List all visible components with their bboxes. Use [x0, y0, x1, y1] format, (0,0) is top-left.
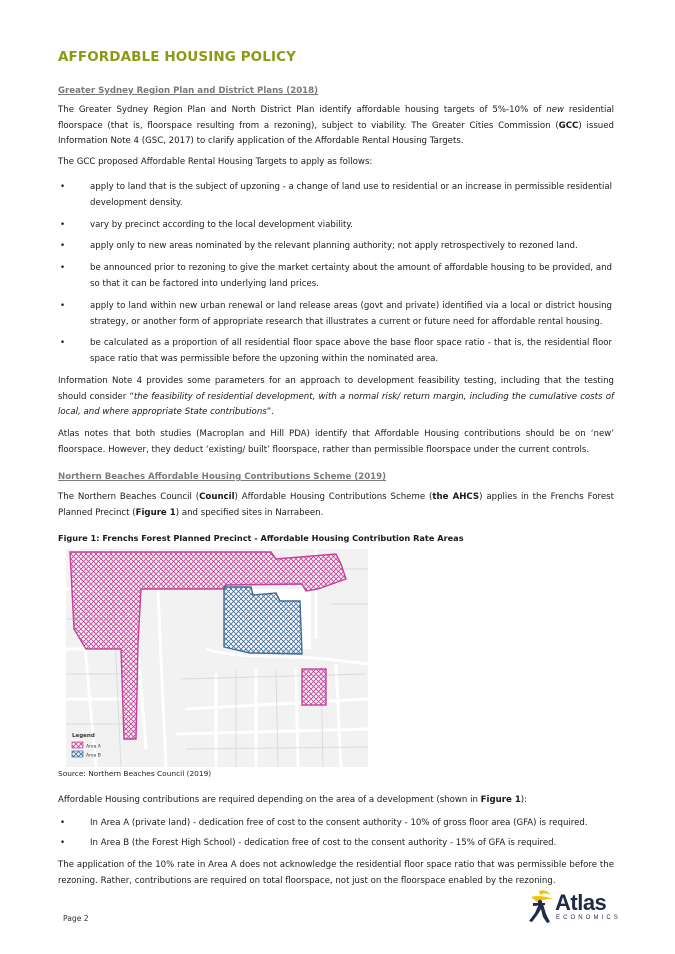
paragraph-contributions — [58, 793, 614, 809]
text-run-italic: new — [546, 105, 565, 115]
figure-caption: Figure 1: Frenchs Forest Planned Precinct - Affordable Housing Contribution Rate Areas — [58, 533, 464, 543]
paragraph-region-plan — [58, 103, 614, 150]
section-heading-ahcs: Northern Beaches Affordable Housing Contributions Scheme (2019) — [58, 472, 387, 482]
legend-label-area-b: Area B — [86, 753, 101, 759]
text-run-bold: Figure 1 — [135, 507, 176, 518]
text-run-bold: Council — [199, 492, 235, 502]
logo-subtitle: ECONOMICS — [556, 915, 621, 921]
paragraph-information-note — [58, 374, 614, 421]
logo-wordmark: Atlas — [555, 890, 607, 915]
legend-swatch-area-a — [72, 742, 83, 748]
paragraph-area-a-rate: The application of the 10% rate in Area A does not acknowledge the residential floor space ratio that was permissible before the rezoning. Rather, contributions are required on total floorspace, not just on the floorspace enabled by the rezoning. — [58, 860, 614, 886]
paragraph-ahcs — [58, 490, 614, 521]
page-number: Page 2 — [63, 914, 89, 923]
text-run: ) Affordable Housing Contributions Scheme ( — [234, 492, 433, 502]
paragraph-atlas-notes: Atlas notes that both studies (Macroplan and Hill PDA) identify that Affordable Housing contributions should be on ‘new’ floorspace. However, they deduct ‘existing/ built’ floorspace, rather than permissible floorspace under the current controls. — [58, 429, 614, 455]
text-run-bold: Figure 1 — [480, 795, 521, 805]
atlas-figure-icon — [523, 887, 557, 927]
text-run: The Greater Sydney Region Plan and North District Plan identify affordable housing targets of 5%-10% of — [58, 105, 547, 115]
legend-title: Legend — [72, 733, 95, 739]
legend-label-area-a: Area A — [86, 744, 101, 750]
text-run: ) issued Information Note 4 (GSC, 2017) to clarify application of the Affordable Rental Housing Targets. — [58, 120, 614, 147]
text-run: ): — [520, 795, 528, 805]
text-run-bold: the AHCS — [432, 492, 480, 502]
precinct-map — [66, 549, 368, 767]
legend-swatch-area-b — [72, 751, 83, 757]
text-run-bold: GCC — [558, 120, 579, 131]
section-heading-region-plan: Greater Sydney Region Plan and District Plans (2018) — [58, 86, 319, 96]
paragraph-gcc-targets: The GCC proposed Affordable Rental Housing Targets to apply as follows: — [58, 157, 373, 167]
text-run: residential floorspace (that is, floorspace resulting from a rezoning), subject to viability. The Greater Cities Commission ( — [58, 105, 614, 131]
text-run: The Northern Beaches Council ( — [58, 492, 200, 502]
text-run-italic: the feasibility of residential development, with a normal risk/ return margin, including the cumulative costs of local, and where appropriate State contributions — [58, 391, 614, 418]
page-title: AFFORDABLE HOUSING POLICY — [58, 49, 296, 65]
text-run: Affordable Housing contributions are required depending on the area of a development (shown in — [58, 795, 481, 805]
atlas-logo — [523, 887, 621, 927]
text-run: Information Note 4 provides some parameters for an approach to development feasibility testing, including that the testing should consider “ — [58, 376, 614, 402]
text-run: ) and specified sites in Narrabeen. — [175, 507, 324, 518]
area-a-site-shape — [302, 669, 326, 705]
text-run: ”. — [266, 407, 274, 418]
figure-source: Source: Northern Beaches Council (2019) — [58, 769, 212, 778]
text-run: ) applies in the Frenchs Forest Planned Precinct ( — [58, 492, 614, 518]
